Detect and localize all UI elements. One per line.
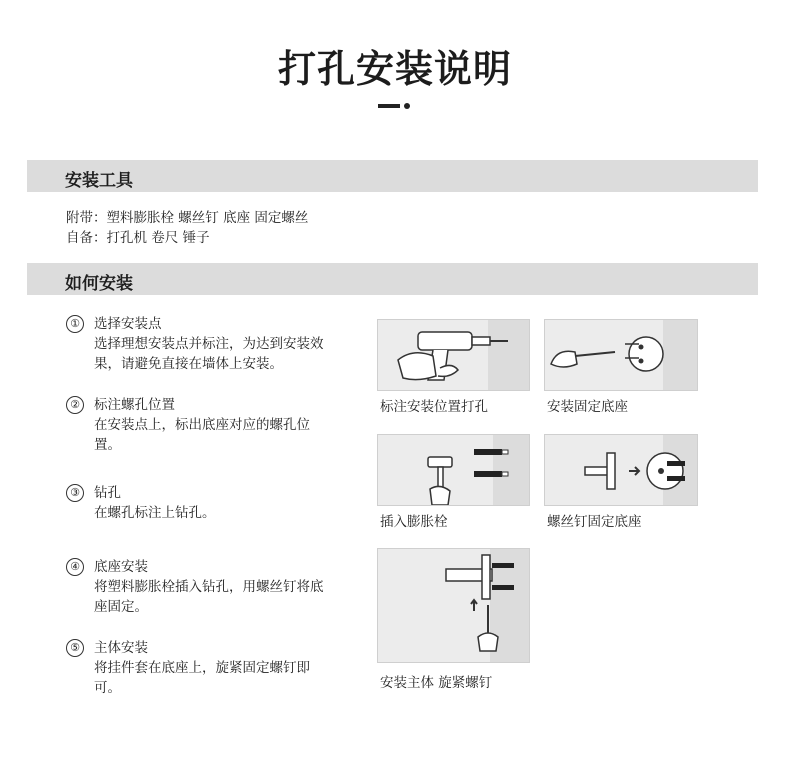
illustration-caption: 标注安装位置打孔 — [380, 399, 488, 415]
tools-self-provided: 自备：打孔机 卷尺 锤子 — [66, 230, 210, 246]
step-description: 在螺孔标注上钻孔。 — [94, 505, 216, 521]
step-number: ③ — [66, 484, 84, 502]
section-title: 如何安装 — [65, 274, 133, 294]
step-description: 将塑料膨胀栓插入钻孔，用螺丝钉将底座固定。 — [94, 579, 324, 615]
step-number: ⑤ — [66, 639, 84, 657]
illustration-caption: 安装主体 旋紧螺钉 — [380, 675, 493, 691]
screwdriver-base-icon — [544, 319, 698, 391]
section-header-how — [27, 263, 758, 295]
illustration-caption: 插入膨胀栓 — [380, 514, 448, 530]
step-description: 在安装点上，标出底座对应的螺孔位置。 — [94, 417, 310, 453]
mount-body-icon — [377, 548, 530, 663]
section-title: 安装工具 — [65, 171, 133, 191]
tools-included: 附带：塑料膨胀栓 螺丝钉 底座 固定螺丝 — [66, 210, 309, 226]
step-number: ② — [66, 396, 84, 414]
step-number: ① — [66, 315, 84, 333]
illustration-caption: 安装固定底座 — [547, 399, 628, 415]
title-divider — [378, 104, 412, 110]
step-title: 主体安装 — [94, 640, 148, 656]
base-screw-icon — [544, 434, 698, 506]
step-title: 标注螺孔位置 — [94, 397, 175, 413]
step-title: 钻孔 — [94, 485, 121, 501]
hammer-anchor-icon — [377, 434, 530, 506]
step-description: 将挂件套在底座上，旋紧固定螺钉即可。 — [94, 660, 310, 696]
section-header-tools — [27, 160, 758, 192]
tools-list — [66, 208, 308, 248]
step-title: 选择安装点 — [94, 316, 162, 332]
step-number: ④ — [66, 558, 84, 576]
step-title: 底座安装 — [94, 559, 148, 575]
step-description: 选择理想安装点并标注，为达到安装效果，请避免直接在墙体上安装。 — [94, 336, 324, 372]
illustration-caption: 螺丝钉固定底座 — [547, 514, 642, 530]
page-title: 打孔安装说明 — [277, 47, 512, 91]
drill-icon — [377, 319, 530, 391]
